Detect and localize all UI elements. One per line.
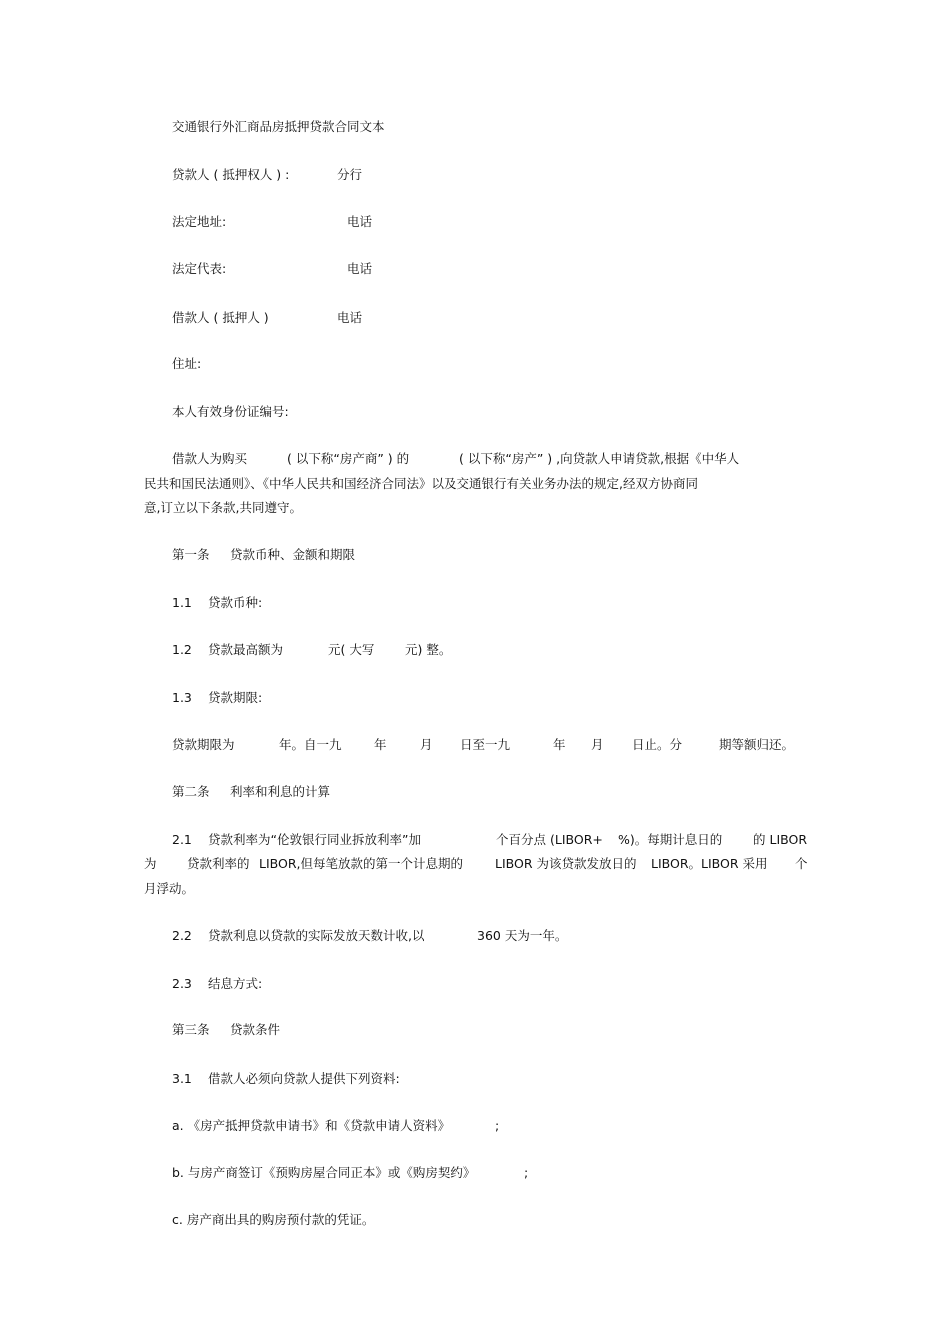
term-month-2: 月 [591, 737, 604, 752]
section-2-1-line-3: 月浮动。 [144, 881, 195, 896]
article-2-number: 第二条 [172, 784, 210, 799]
term-month-1: 月 [420, 737, 433, 752]
section-2-1-points: 个百分点 (LIBOR+ [496, 832, 603, 847]
section-1-2-amount-label: 贷款最高额为 [208, 642, 284, 657]
section-1-2-end: 元) 整。 [405, 642, 452, 657]
preamble-developer: ( 以下称“房产商” ) 的 [287, 451, 410, 466]
article-3-number: 第三条 [172, 1022, 210, 1037]
residence-label: 住址: [172, 356, 202, 371]
term-label: 贷款期限为 [172, 737, 235, 752]
section-2-1-issue-day: LIBOR 为该贷款发放日的 [495, 856, 637, 871]
representative-label: 法定代表: [172, 261, 227, 276]
preamble-property: ( 以下称“房产” ) ,向贷款人申请贷款,根据《中华人 [459, 451, 740, 466]
section-2-1-interest-day: %)。每期计息日的 [618, 832, 723, 847]
term-years-from: 年。自一九 [279, 737, 342, 752]
lender-label: 贷款人 ( 抵押权人 ) : [172, 167, 290, 182]
list-item-b-end: ; [524, 1165, 529, 1180]
list-item-a-text: a. 《房产抵押贷款申请书》和《贷款申请人资料》 [172, 1118, 451, 1133]
preamble-line-2: 民共和国民法通则》、《中华人民共和国经济合同法》以及交通银行有关业务办法的规定,经双方协商同 [144, 476, 698, 491]
section-2-1-unit: 个 [795, 856, 808, 871]
term-installments: 期等额归还。 [719, 737, 795, 752]
section-2-1-number: 2.1 [172, 832, 192, 847]
section-2-1-rate: 贷款利率为“伦敦银行同业拆放利率”加 [208, 832, 421, 847]
section-2-2-text: 贷款利息以贷款的实际发放天数计收,以 [208, 928, 425, 943]
section-2-1-rate-of: 贷款利率的 [187, 856, 250, 871]
term-day-to: 日至一九 [460, 737, 511, 752]
borrower-label: 借款人 ( 抵押人 ) [172, 310, 269, 325]
section-1-3-number: 1.3 [172, 690, 192, 705]
section-1-2-capital-label: 元( 大写 [328, 642, 375, 657]
id-number-label: 本人有效身份证编号: [172, 404, 289, 419]
list-item-b-text: b. 与房产商签订《预购房屋合同正本》或《购房契约》 [172, 1165, 476, 1180]
section-3-1-text: 借款人必须向贷款人提供下列资料: [208, 1071, 400, 1086]
preamble-purchase: 借款人为购买 [172, 451, 248, 466]
article-2-title: 利率和利息的计算 [230, 784, 331, 799]
address-phone: 电话 [347, 214, 373, 229]
borrower-phone: 电话 [337, 310, 363, 325]
lender-branch: 分行 [337, 167, 363, 182]
article-1-number: 第一条 [172, 547, 210, 562]
section-2-1-libor-adopt: LIBOR。LIBOR 采用 [651, 856, 768, 871]
section-2-2-days: 360 天为一年。 [477, 928, 568, 943]
term-day-end: 日止。分 [632, 737, 683, 752]
article-3-title: 贷款条件 [230, 1022, 281, 1037]
term-year-1: 年 [374, 737, 387, 752]
list-item-a-end: ; [495, 1118, 500, 1133]
section-3-1-number: 3.1 [172, 1071, 192, 1086]
section-2-3-text: 结息方式: [208, 976, 263, 991]
section-2-1-first-period: LIBOR,但每笔放款的第一个计息期的 [259, 856, 464, 871]
term-year-2: 年 [553, 737, 566, 752]
section-1-1-number: 1.1 [172, 595, 192, 610]
address-label: 法定地址: [172, 214, 227, 229]
section-2-2-number: 2.2 [172, 928, 192, 943]
document-title: 交通银行外汇商品房抵押贷款合同文本 [172, 119, 385, 134]
article-1-title: 贷款币种、金额和期限 [230, 547, 356, 562]
representative-phone: 电话 [347, 261, 373, 276]
list-item-c: c. 房产商出具的购房预付款的凭证。 [172, 1212, 375, 1227]
section-2-1-as: 为 [144, 856, 157, 871]
section-1-1-text: 贷款币种: [208, 595, 263, 610]
section-1-2-number: 1.2 [172, 642, 192, 657]
section-2-1-libor: 的 LIBOR [753, 832, 808, 847]
section-1-3-text: 贷款期限: [208, 690, 263, 705]
section-2-3-number: 2.3 [172, 976, 192, 991]
preamble-line-3: 意,订立以下条款,共同遵守。 [144, 500, 302, 515]
